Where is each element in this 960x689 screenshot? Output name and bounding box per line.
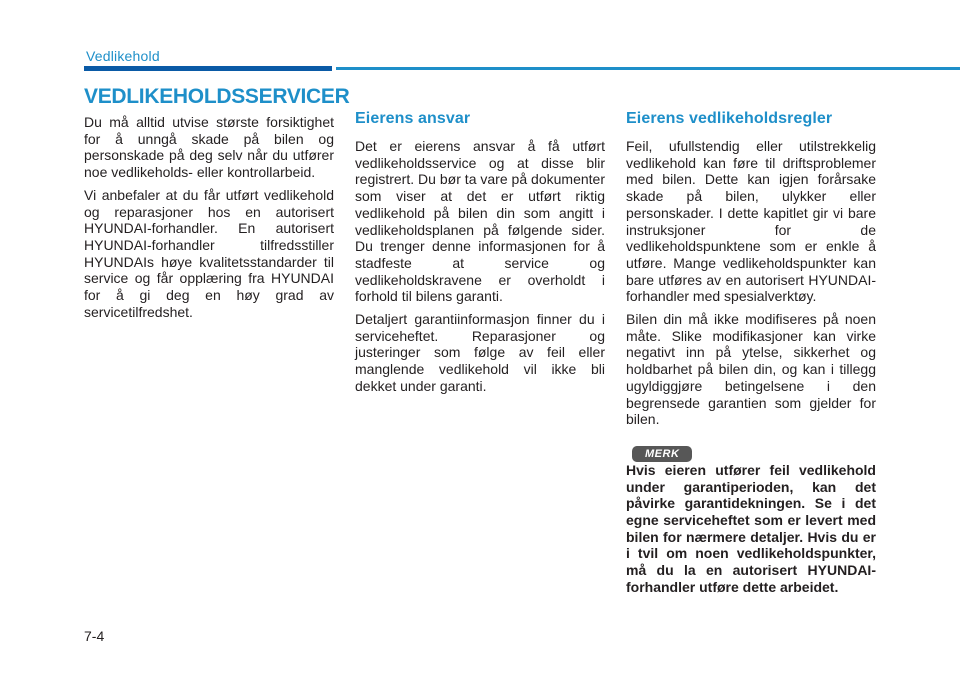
section-label: Vedlikehold bbox=[86, 48, 160, 64]
responsibility-paragraph: Detaljert garantiinformasjon finner du i serviceheftet. Reparasjoner og justeringer som følge av feil eller manglende vedlikehold vil ikke bli dekket under garanti. bbox=[355, 311, 605, 394]
page-title: VEDLIKEHOLDSSERVICER bbox=[84, 85, 350, 108]
responsibility-paragraph: Det er eierens ansvar å få utført vedlikeholdsservice og at disse blir registrert. Du bør ta vare på dokumenter som viser at det er utført riktig vedlikehold på bilen din som angitt i vedlikeholdsplanen på følgende sider. Du trenger denne informasjonen for å stadfeste at service og vedlikeholdskravene er overholdt i forhold til bilens garanti. bbox=[355, 138, 605, 305]
note-badge: MERK bbox=[632, 446, 692, 462]
note-text: Hvis eieren utfører feil vedlikehold under garantiperioden, kan det påvirke garantidekningen. Se i det egne serviceheftet som er levert med bilen for nærmere detaljer. Hvis du er i tvil om noen vedlikeholdspunkter, må du la en autorisert HYUNDAI-forhandler utføre dette arbeidet. bbox=[626, 461, 876, 595]
column-owner-responsibility bbox=[355, 110, 605, 401]
maintenance-rules-heading: Eierens vedlikeholdsregler bbox=[626, 110, 833, 127]
intro-paragraph: Vi anbefaler at du får utført vedlikehold og reparasjoner hos en autorisert HYUNDAI-forhandler. En autorisert HYUNDAI-forhandler tilfredsstiller HYUNDAIs høye kvalitetsstandarder til service og får opplæring fra HYUNDAI for å gi deg en høy grad av servicetilfredshet. bbox=[84, 186, 334, 320]
intro-paragraph: Du må alltid utvise største forsiktighet for å unngå skade på bilen og personskade på deg selv når du utfører noe vedlikeholds- eller kontrollarbeid. bbox=[84, 114, 334, 181]
page-number: 7-4 bbox=[84, 628, 105, 644]
column-intro bbox=[84, 114, 334, 326]
rules-paragraph: Bilen din må ikke modifiseres på noen måte. Slike modifikasjoner kan virke negativt inn på ytelse, sikkerhet og holdbarhet på bilen din, og kan i tillegg ugyldiggjøre betingelsene i den begrensede garantien som gjelder for bilen. bbox=[626, 311, 876, 428]
column-maintenance-rules bbox=[626, 110, 876, 602]
owner-responsibility-heading: Eierens ansvar bbox=[355, 110, 471, 127]
header-rule-thick bbox=[84, 66, 332, 71]
rules-paragraph: Feil, ufullstendig eller utilstrekkelig vedlikehold kan føre til driftsproblemer med bilen. Dette kan igjen forårsake skade på bilen, ulykker eller personskader. I dette kapitlet gir vi bare instruksjoner for de vedlikeholdspunktene som er enkle å utføre. Mange vedlikeholdspunkter kan bare utføres av en autorisert HYUNDAI-forhandler med spesialverktøy. bbox=[626, 138, 876, 305]
header-rule-thin bbox=[336, 67, 960, 70]
